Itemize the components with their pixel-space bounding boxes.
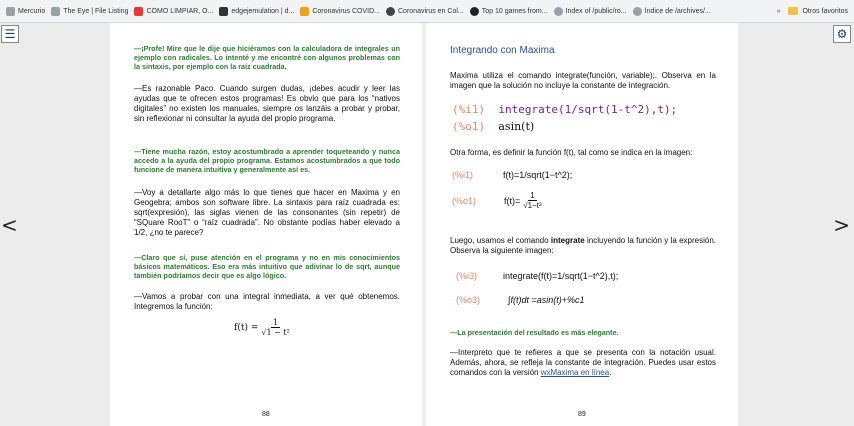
chevron-left-icon: < [1, 213, 18, 237]
bookmark-item[interactable]: edgejemulation | d... [219, 7, 294, 16]
maxima-input-line: (%i1) f(t)=1/sqrt(1−t^2); [452, 170, 573, 180]
maxima-output-line: (%o1) asin(t) [452, 120, 535, 133]
prev-page-button[interactable] [1, 213, 18, 237]
bookmark-item[interactable]: CÓMO LIMPIAR, O... [134, 7, 213, 16]
paragraph: Maxima utiliza el comando integrate(función, variable);. Observa en la imagen que la solución no incluye la constante de integración. [450, 71, 716, 90]
other-bookmarks-button[interactable]: Otros favoritos [802, 7, 848, 15]
bookmarks-bar [0, 0, 854, 23]
globe-icon [386, 7, 395, 16]
news-icon [300, 7, 309, 16]
bookmark-item[interactable]: Mercurio [6, 7, 45, 16]
dialog-paragraph: —Es razonable Paco. Cuando surgen dudas, ¡debes acudir y leer las ayudas que te ofrecen estos programas! Es obvio que para los “nativos digitales” no existen los manuales, siempre os lanzáis a probar y probar, sin reflexionar ni consultar la ayuda del propio programa. [134, 84, 400, 123]
menu-button[interactable] [1, 25, 19, 43]
dialog-paragraph: —Claro que sí, puse atención en el programa y no en mis conocimientos básicos matemáticos. Eso era más intuitivo que adivinar lo de sqrt, aunque también podríamos decir que es algo lógico. [134, 253, 400, 280]
dialog-paragraph: —Tiene mucha razón, estoy acostumbrado a aprender toqueteando y nunca accedo a la ayuda del propio programa. Estamos acostumbrados a que todo funcione de manera intuitiva y generalmente así es. [134, 147, 400, 174]
youtube-icon [134, 7, 143, 16]
dialog-paragraph: —Vamos a probar con una integral inmediata, a ver qué obtenemos. Integremos la función: [134, 292, 400, 311]
dialog-paragraph: —La presentación del resultado es más elegante. [450, 328, 619, 337]
settings-button[interactable] [833, 25, 851, 43]
page-number: 89 [578, 411, 586, 418]
globe-icon [51, 7, 60, 16]
menu-icon: ☰ [4, 27, 16, 41]
left-page [110, 23, 422, 426]
bookmark-item[interactable]: Coronavirus en Col... [386, 7, 464, 16]
paragraph: Luego, usamos el comando integrate incluyendo la función y la expresión. Observa la siguiente imagen: [450, 236, 716, 255]
bookmark-item[interactable]: Top 10 games from... [470, 7, 548, 16]
github-icon [470, 7, 479, 16]
gear-icon: ⚙ [836, 27, 848, 41]
right-page [426, 23, 738, 426]
dialog-paragraph: —¡Profe! Mire que le dije que hiciéramos con la calculadora de integrales un ejemplo con radicales. Lo intenté y me encontré con algunos problemas con la sintaxis, por ejemplo con la raíz cuadrada. [134, 44, 400, 71]
globe-icon [554, 7, 563, 16]
maxima-output-line: (%o3) ∫f(t)dt =asin(t)+%c1 [456, 295, 585, 305]
page-number: 88 [262, 411, 270, 418]
folder-icon [788, 7, 798, 15]
dialog-paragraph: —Interpreto que te refieres a que se presenta con la notación usual. Además, ahora, se refleja la constante de integración. Puedes usar estos comandos con la versión wxMaxima en línea. [450, 348, 716, 377]
site-icon [219, 7, 228, 16]
bookmark-item[interactable]: Index of /public/ro... [554, 7, 627, 16]
next-page-button[interactable] [833, 213, 850, 237]
maxima-input-line: (%i3) integrate(f(t)=1/sqrt(1−t^2),t); [456, 271, 619, 281]
bookmark-item[interactable]: Coronavirus COVID... [300, 7, 380, 16]
globe-icon [633, 7, 642, 16]
maxima-input-line: (%i1) integrate(1/sqrt(1-t^2),t); [452, 103, 678, 116]
bookmarks-overflow-button[interactable]: » [776, 7, 781, 15]
globe-icon [6, 7, 15, 16]
bookmark-item[interactable]: Índice de /archives/... [633, 7, 711, 16]
paragraph: Otra forma, es definir la función f(t), tal como se indica en la imagen: [450, 148, 693, 157]
dialog-paragraph: —Voy a detallarte algo más lo que tienes que hacer en Maxima y en Geogebra; ambos son software libre. La sintaxis para raíz cuadrada es: sqrt(expresión), las siglas vienen de las consonantes (sin repetir) de “SQuare RooT” o “raíz cuadrada”. No obstante podías haber elevado a 1/2, ¿no te parece? [134, 188, 400, 237]
function-formula: f(t) = $\frac{1}{\text{√1 − t²}}$ [234, 318, 290, 337]
book-viewer [0, 23, 854, 426]
wxmaxima-online-link[interactable]: wxMaxima en línea [540, 368, 610, 377]
chevron-right-icon: > [833, 213, 850, 237]
maxima-output-line: (%o1) f(t)= $\frac{1}{\text{√1−t²}}$ [452, 191, 542, 210]
bookmark-item[interactable]: The Eye | File Listing [51, 7, 128, 16]
section-heading: Integrando con Maxima [450, 45, 555, 56]
